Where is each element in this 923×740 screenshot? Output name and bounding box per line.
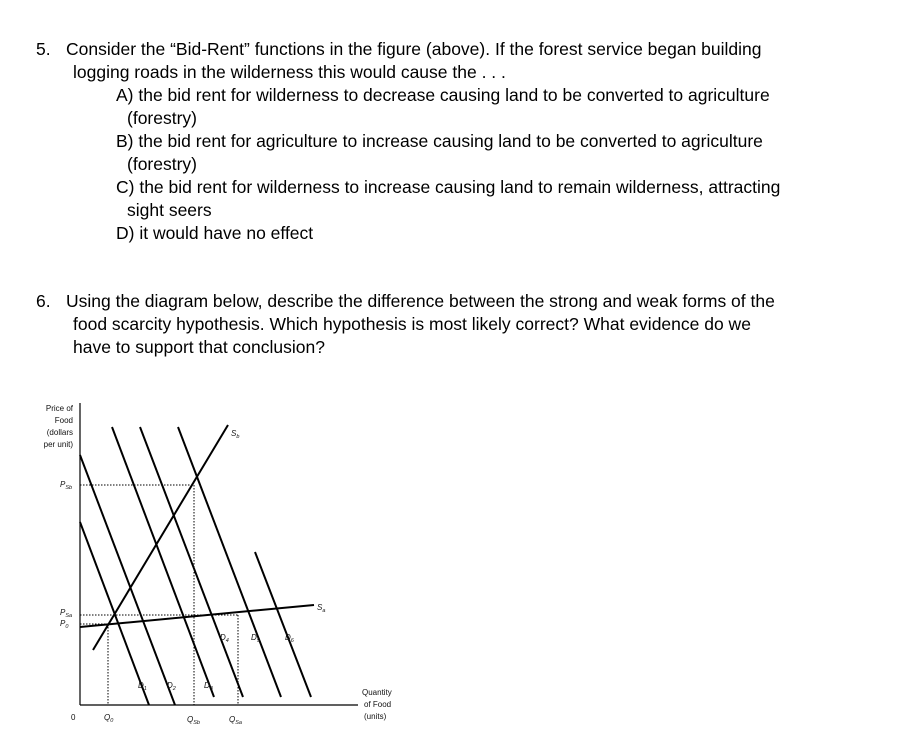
price-label-p-sa: $P_{Sa}$ xyxy=(60,608,73,619)
question-5-line-2: logging roads in the wilderness this would cause the . . . xyxy=(73,62,506,82)
origin-label: 0 xyxy=(71,713,76,722)
quantity-label-q0: $Q_0$ xyxy=(104,713,114,724)
demand-label-d6: $D_6$ xyxy=(285,633,294,644)
demand-curve-d4 xyxy=(140,427,243,697)
supply-curve-sb xyxy=(93,425,228,650)
option-b: B) the bid rent for agriculture to increase causing land to be converted to agriculture xyxy=(116,131,763,151)
demand-label-d5: $D_5$ xyxy=(251,633,260,644)
price-label-p-0: $P_0$ xyxy=(60,619,69,630)
demand-curve-d6 xyxy=(255,552,311,697)
demand-curve-d2 xyxy=(80,455,175,705)
question-5-line-1: Consider the “Bid-Rent” functions in the figure (above). If the forest service began building xyxy=(66,39,762,59)
question-6-number: 6. xyxy=(36,291,51,311)
price-label-p-sb: $P_{Sb}$ xyxy=(60,480,73,491)
option-a: A) the bid rent for wilderness to decrease causing land to be converted to agriculture xyxy=(116,85,770,105)
demand-label-d2: $D_2$ xyxy=(167,681,176,692)
option-c: C) the bid rent for wilderness to increase causing land to remain wilderness, attracting xyxy=(116,177,781,197)
y-axis-label-line-2: Food xyxy=(54,416,73,425)
question-6-line-3: have to support that conclusion? xyxy=(73,337,325,357)
supply-label-sb: $S_b$ xyxy=(231,429,240,440)
x-axis-label-line-1: Quantity xyxy=(362,688,392,697)
demand-label-d4: $D_4$ xyxy=(220,633,229,644)
demand-curve-d3 xyxy=(112,427,214,697)
question-6-line-1: Using the diagram below, describe the difference between the strong and weak forms of the xyxy=(66,291,775,311)
quantity-label-qsb: $Q_{Sb}$ xyxy=(187,715,200,726)
option-c-cont: sight seers xyxy=(127,200,212,220)
demand-label-d3: $D_3$ xyxy=(204,681,213,692)
demand-label-d1: $D_1$ xyxy=(138,681,147,692)
y-axis-label-line-3: (dollars xyxy=(46,428,73,437)
question-5-number: 5. xyxy=(36,39,51,59)
quantity-label-qsa: $Q_{Sa}$ xyxy=(229,715,242,726)
demand-curves xyxy=(80,427,311,705)
option-d: D) it would have no effect xyxy=(116,223,314,243)
y-axis-label-line-4: per unit) xyxy=(43,440,73,449)
option-a-cont: (forestry) xyxy=(127,108,197,128)
x-axis-label-line-2: of Food xyxy=(364,700,392,709)
x-axis-label-line-3: (units) xyxy=(364,712,387,721)
y-axis-label-line-1: Price of xyxy=(45,404,73,413)
question-6-line-2: food scarcity hypothesis. Which hypothesis is most likely correct? What evidence do we xyxy=(73,314,751,334)
demand-curve-d5 xyxy=(178,427,281,697)
supply-label-sa: $S_a$ xyxy=(317,603,326,614)
option-b-cont: (forestry) xyxy=(127,154,197,174)
